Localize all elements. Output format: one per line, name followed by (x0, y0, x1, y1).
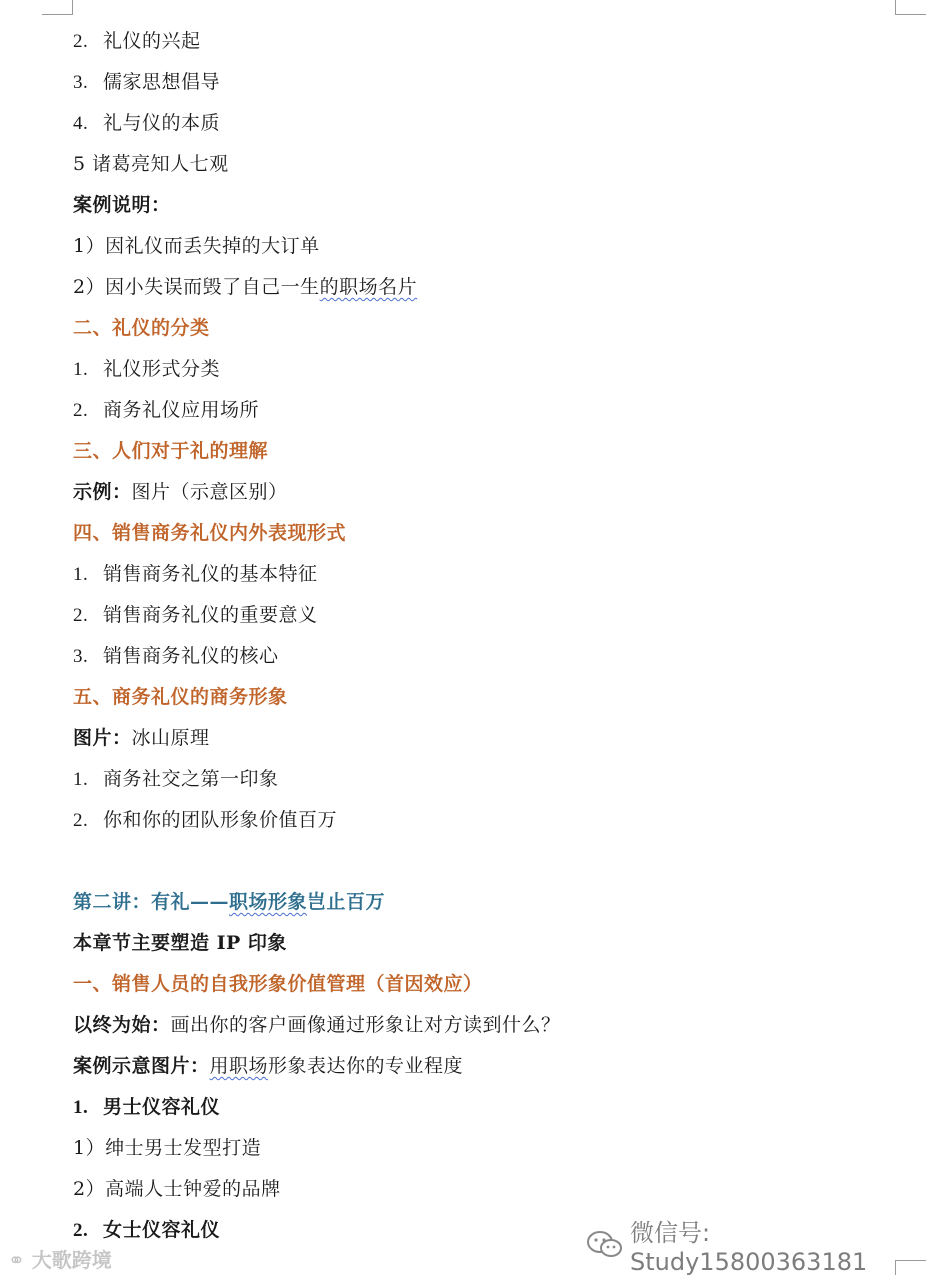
section-heading: 一、销售人员的自我形象价值管理（首因效应） (73, 973, 483, 995)
weibo-icon: ⚭ (8, 1248, 25, 1272)
watermark-left: ⚭ 大歌跨境 (8, 1248, 112, 1272)
list-item: 案例示意图片：用职场形象表达你的专业程度 (73, 1055, 464, 1077)
list-item: 1. 礼仪形式分类 (73, 358, 221, 380)
watermark-right: 微信号: Study15800363181 (586, 1213, 946, 1276)
section-label: 本章节主要塑造 IP 印象 (73, 932, 287, 954)
wechat-icon (586, 1230, 624, 1260)
list-item: 1. 商务社交之第一印象 (73, 768, 279, 790)
list-item: 1）绅士男士发型打造 (73, 1137, 262, 1159)
list-item: 图片：冰山原理 (73, 727, 210, 749)
list-item: 2. 你和你的团队形象价值百万 (73, 809, 338, 831)
list-item: 1. 销售商务礼仪的基本特征 (73, 563, 318, 585)
list-item: 2. 销售商务礼仪的重要意义 (73, 604, 318, 626)
list-item: 3. 儒家思想倡导 (73, 71, 221, 93)
list-item: 2. 商务礼仪应用场所 (73, 399, 260, 421)
section-heading: 五、商务礼仪的商务形象 (73, 686, 288, 708)
section-heading: 二、礼仪的分类 (73, 317, 210, 339)
section-heading: 四、销售商务礼仪内外表现形式 (73, 522, 347, 544)
page-corner-mark (895, 0, 926, 15)
list-item: 2）因小失误而毁了自己一生的职场名片 (73, 276, 418, 298)
list-item: 4. 礼与仪的本质 (73, 112, 221, 134)
list-item: 以终为始：画出你的客户画像通过形象让对方读到什么？ (73, 1014, 561, 1036)
page-corner-mark (42, 0, 73, 15)
list-item: 1）因礼仪而丢失掉的大订单 (73, 235, 320, 257)
list-item: 1. 男士仪容礼仪 (73, 1096, 221, 1118)
list-item: 2. 女士仪容礼仪 (73, 1219, 221, 1241)
list-item: 5 诸葛亮知人七观 (73, 153, 229, 175)
section-label: 案例说明： (73, 194, 171, 216)
list-item: 3. 销售商务礼仪的核心 (73, 645, 279, 667)
section-heading: 三、人们对于礼的理解 (73, 440, 269, 462)
list-item: 示例：图片（示意区别） (73, 481, 288, 503)
list-item: 2. 礼仪的兴起 (73, 30, 201, 52)
chapter-heading: 第二讲：有礼——职场形象岂止百万 (73, 891, 386, 913)
list-item: 2）高端人士钟爱的品牌 (73, 1178, 281, 1200)
